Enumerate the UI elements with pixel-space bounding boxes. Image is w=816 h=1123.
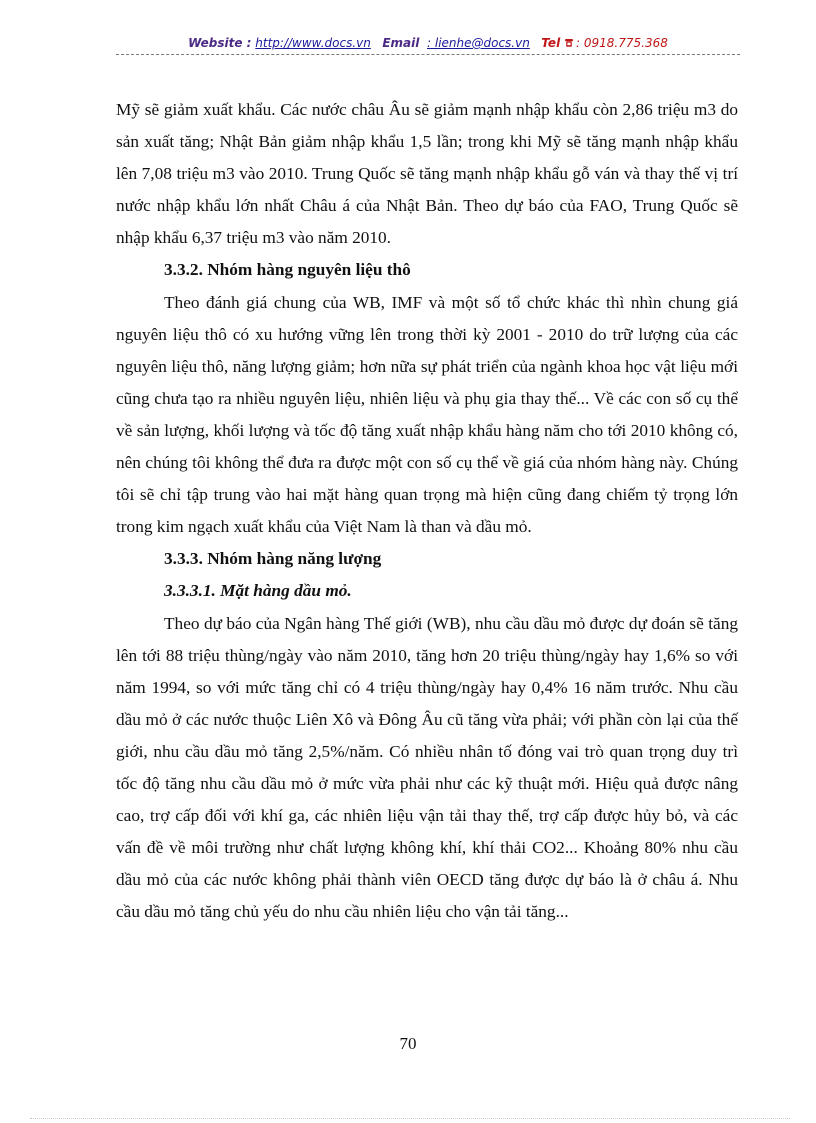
page-number: 70	[399, 1034, 417, 1053]
website-label: Website :	[188, 36, 252, 50]
page-header	[116, 36, 740, 50]
subsection-heading-oil: 3.3.3.1. Mặt hàng dầu mỏ.	[164, 581, 352, 601]
footer-divider	[30, 1118, 790, 1119]
section-heading-energy: 3.3.3. Nhóm hàng năng lượng	[164, 549, 382, 569]
telephone-icon	[564, 38, 574, 48]
paragraph-wood-imports: Mỹ sẽ giảm xuất khẩu. Các nước châu Âu sẽ giảm mạnh nhập khẩu còn 2,86 triệu m3 do sản xuất tăng; Nhật Bản giảm nhập khẩu 1,5 lần; trong khi Mỹ sẽ tăng mạnh nhập khẩu lên 7,08 triệu m3 vào 2010. Trung Quốc sẽ tăng mạnh nhập khẩu gỗ ván và thay thế vị trí nước nhập khẩu lớn nhất Châu á của Nhật Bản. Theo dự báo của FAO, Trung Quốc sẽ nhập khẩu 6,37 triệu m3 vào năm 2010.	[116, 100, 738, 248]
paragraph-oil-demand: Theo dự báo của Ngân hàng Thế giới (WB), nhu cầu dầu mỏ được dự đoán sẽ tăng lên tới 88 triệu thùng/ngày vào năm 2010, tăng hơn 20 triệu thùng/ngày hay 1,6% so với năm 1994, so với mức tăng chỉ có 4 triệu thùng/ngày hay 0,4% 16 năm trước. Nhu cầu dầu mỏ ở các nước thuộc Liên Xô và Đông Âu cũ tăng vừa phải; với phần còn lại của thế giới, nhu cầu dầu mỏ tăng 2,5%/năm. Có nhiều nhân tố đóng vai trò quan trọng duy trì tốc độ tăng nhu cầu dầu mỏ ở mức vừa phải như các kỹ thuật mới. Hiệu quả được nâng cao, trợ cấp đối với khí ga, các nhiên liệu vận tải thay thế, trợ cấp được hủy bỏ, và các vấn đề về môi trường như chất lượng không khí, khí thải CO2... Khoảng 80% nhu cầu dầu mỏ của các nước không phải thành viên OECD tăng được dự báo là ở châu á. Nhu cầu dầu mỏ tăng chủ yếu do nhu cầu nhiên liệu cho vận tải tăng...	[116, 613, 738, 922]
tel-label: Tel	[541, 36, 561, 50]
website-link[interactable]: http://www.docs.vn	[255, 36, 371, 50]
paragraph-raw-materials: Theo đánh giá chung của WB, IMF và một số tổ chức khác thì nhìn chung giá nguyên liệu thô có xu hướng vững lên trong thời kỳ 2001 - 2010 do trữ lượng của các nguyên liệu thô, năng lượng giảm; hơn nữa sự phát triển của ngành khoa học vật liệu mới cũng chưa tạo ra nhiều nguyên liệu, nhiên liệu và phụ gia thay thế... Về các con số cụ thể về sản lượng, khối lượng và tốc độ tăng xuất nhập khẩu hàng năm cho tới 2010 không có, nên chúng tôi không thể đưa ra được một con số cụ thể về giá của nhóm hàng này. Chúng tôi sẽ chỉ tập trung vào hai mặt hàng quan trọng mà hiện cũng đang chiếm tỷ trọng lớn trong kim ngạch xuất khẩu của Việt Nam là than và dầu mỏ.	[116, 292, 738, 537]
email-link[interactable]: : lienhe@docs.vn	[427, 36, 530, 50]
tel-value: : 0918.775.368	[576, 36, 668, 50]
page-content	[116, 94, 738, 928]
header-divider	[116, 54, 740, 55]
email-label: Email	[382, 36, 420, 50]
section-heading-raw-materials: 3.3.2. Nhóm hàng nguyên liệu thô	[164, 260, 411, 280]
